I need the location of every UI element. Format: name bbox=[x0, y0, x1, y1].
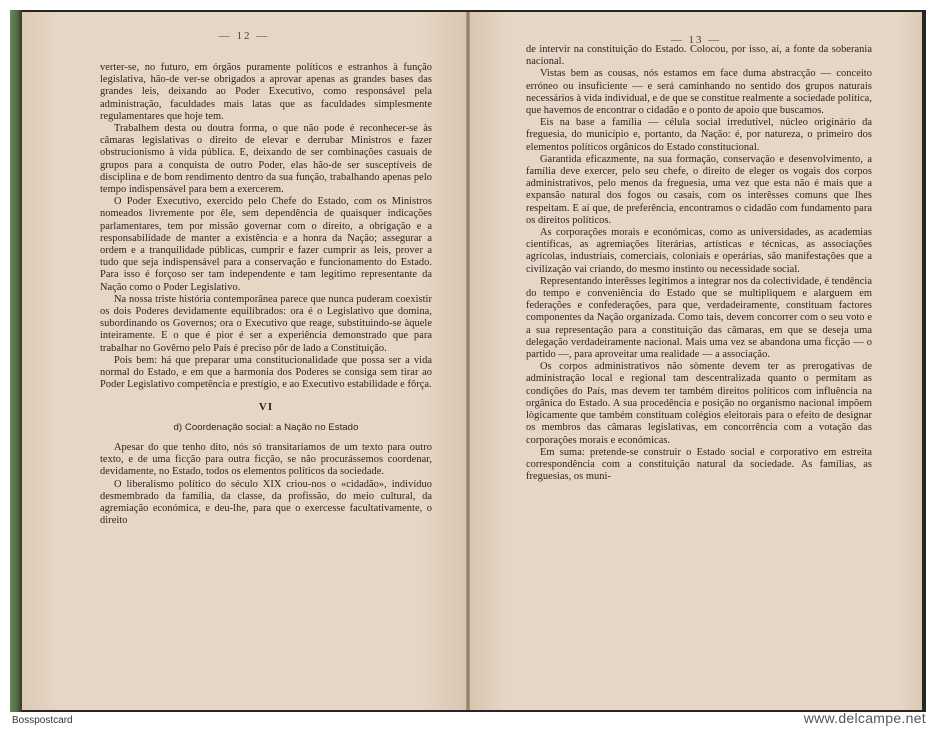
paragraph: Vistas bem as cousas, nós estamos em face duma abstracção — conceito erróneo ou insuficiente — e será caminhando no sentido dos grupos naturais necessários à vida individual, e de que se constitue realmente a sociedade política, que havemos de encontrar o cidadão e o ponto de apoio que buscamos. bbox=[526, 68, 872, 117]
paragraph: O Poder Executivo, exercido pelo Chefe do Estado, com os Ministros nomeados livremente por êle, sem dependência de quaisquer indicações parlamentares, tem por missão governar com o direito, a obrigação e a responsabilidade de manter a existência e a honra da Nação; assegurar a ordem e a tranquilidade públicas, cumprir e fazer cumprir as leis, prover a tudo que seja indispensável para a conservação e funcionamento do Estado. Para isso é forçoso ser tam independente e tam legítimo representante da Nação como o Poder Legislativo. bbox=[100, 196, 432, 293]
left-page-text bbox=[100, 62, 432, 527]
watermark-right: www.delcampe.net bbox=[803, 710, 926, 726]
page-number-right: — 13 — bbox=[670, 34, 722, 46]
paragraph: Os corpos administrativos não sòmente devem ter as prerogativas de administração local e regional tam descentralizada quanto o permitam as condições do País, mas devem ter também direitos políticos com influência na orgânica do Estado. A sua procedência e posição no organismo nacional impõem lògicamente que também constituam colégios eleitorais para o efeito de designar os membros das câmaras legislativas, em concorrência com a votação das corporações morais e económicas. bbox=[526, 361, 872, 446]
watermark-left: Bosspostcard bbox=[12, 715, 73, 726]
paragraph: Trabalhem desta ou doutra forma, o que não pode é reconhecer-se às câmaras legislativas o direito de elevar e derrubar Ministros e fazer obstrucionismo à vida pública. E, deixando de ser combinações casuais de grupos para a conquista de outro Poder, elas hão-de ser susceptíveis de disciplina e de bom rendimento dentro da sua função, trabalhando apenas pelo tempo indispensável para bem a exercerem. bbox=[100, 123, 432, 196]
section-heading: d) Coordenação social: a Nação no Estado bbox=[173, 421, 359, 433]
paragraph: As corporações morais e económicas, como as universidades, as academias científicas, as agremiações literárias, artísticas e técnicas, as associações agrícolas, industriais, comerciais, coloniais e operárias, são manifestações que a civilização vai criando, do mesmo instinto ou necessidade social. bbox=[526, 227, 872, 275]
paragraph: verter-se, no futuro, em órgãos puramente políticos e estranhos à função legislativa, hão-de ver-se obrigados a aprovar apenas as grandes bases das grandes leis, deixando ao Poder Executivo, como responsável pela administração, faculdades mais latas que as faculdades simplesmente regulamentares que hoje tem. bbox=[100, 62, 432, 122]
page-number-left: — 12 — bbox=[218, 30, 270, 42]
paragraph: Pois bem: há que preparar uma constitucionalidade que possa ser a vida normal do Estado, e em que a harmonia dos Poderes se consiga sem tirar ao Poder Legislativo competência e prestígio, e ao Executivo estabilidade e fôrça. bbox=[100, 354, 432, 391]
right-page bbox=[470, 12, 922, 710]
paragraph: Garantida eficazmente, na sua formação, conservação e desenvolvimento, a família deve exercer, pelo seu chefe, o direito de eleger os vogais dos corpos administrativos, pelo menos da freguesia, uma vez que esta não é mais que a expansão natural dos fogos ou casais, com os interêsses comuns que lhes respeitam. E aí que, de preferência, encontramos o cidadão com fundamento para os direitos políticos. bbox=[526, 153, 872, 226]
paragraph: Representando interêsses legítimos a integrar nos da colectividade, é tendência do tempo e conveniência do Estado que se multipliquem e alarguem em federações e confederações, para que, verdadeiramente, constituam factores componentes da Nação organizada. Como tais, devem concorrer com o seu voto e a sua representação para a constituição das câmaras, em que se deseja uma delegação verdadeiramente nacional. Mais uma vez se abandona uma ficção — o partido —, para aproveitar uma realidade — a associação. bbox=[526, 275, 872, 361]
section-number: VI bbox=[258, 401, 274, 414]
paragraph: Na nossa triste história contemporânea parece que nunca puderam coexistir os dois Poderes devidamente equilibrados: ora é o Legislativo que domina, subordinando os Governos; ora o Executivo que reage, substituindo-se àquele inteiramente. E o que é pior é ser a experiência demonstrado que para trabalhar no Govêrno pelo País é preciso pôr de lado a Constituição. bbox=[100, 293, 432, 354]
paragraph: Apesar do que tenho dito, nós só transitaríamos de um texto para outro texto, e de uma ficção para outra ficção, se não procurássemos coordenar, devidamente, no Estado, todos os elementos políticos da sociedade. bbox=[100, 441, 432, 478]
paragraph: O liberalismo político do século XIX criou-nos o «cidadão», indivíduo desmembrado da família, da classe, da profissão, do meio cultural, da agremiação económica, e deu-lhe, para que o exercesse facultativamente, o direito bbox=[100, 478, 432, 527]
book-cover-edge bbox=[10, 10, 22, 712]
right-page-text bbox=[526, 44, 872, 483]
paragraph: de intervir na constituição do Estado. Colocou, por isso, aí, a fonte da soberania nacional. bbox=[526, 44, 872, 68]
paragraph: Em suma: pretende-se construir o Estado social e corporativo em estreita correspondência com a constituição natural da sociedade. As famílias, as freguesias, os muni- bbox=[526, 446, 872, 483]
paragraph: Eis na base a família — célula social irredutível, núcleo originário da freguesia, do município e, portanto, da Nação: é, por natureza, o primeiro dos elementos políticos orgânicos do Estado constitucional. bbox=[526, 117, 872, 153]
left-page bbox=[22, 12, 466, 710]
